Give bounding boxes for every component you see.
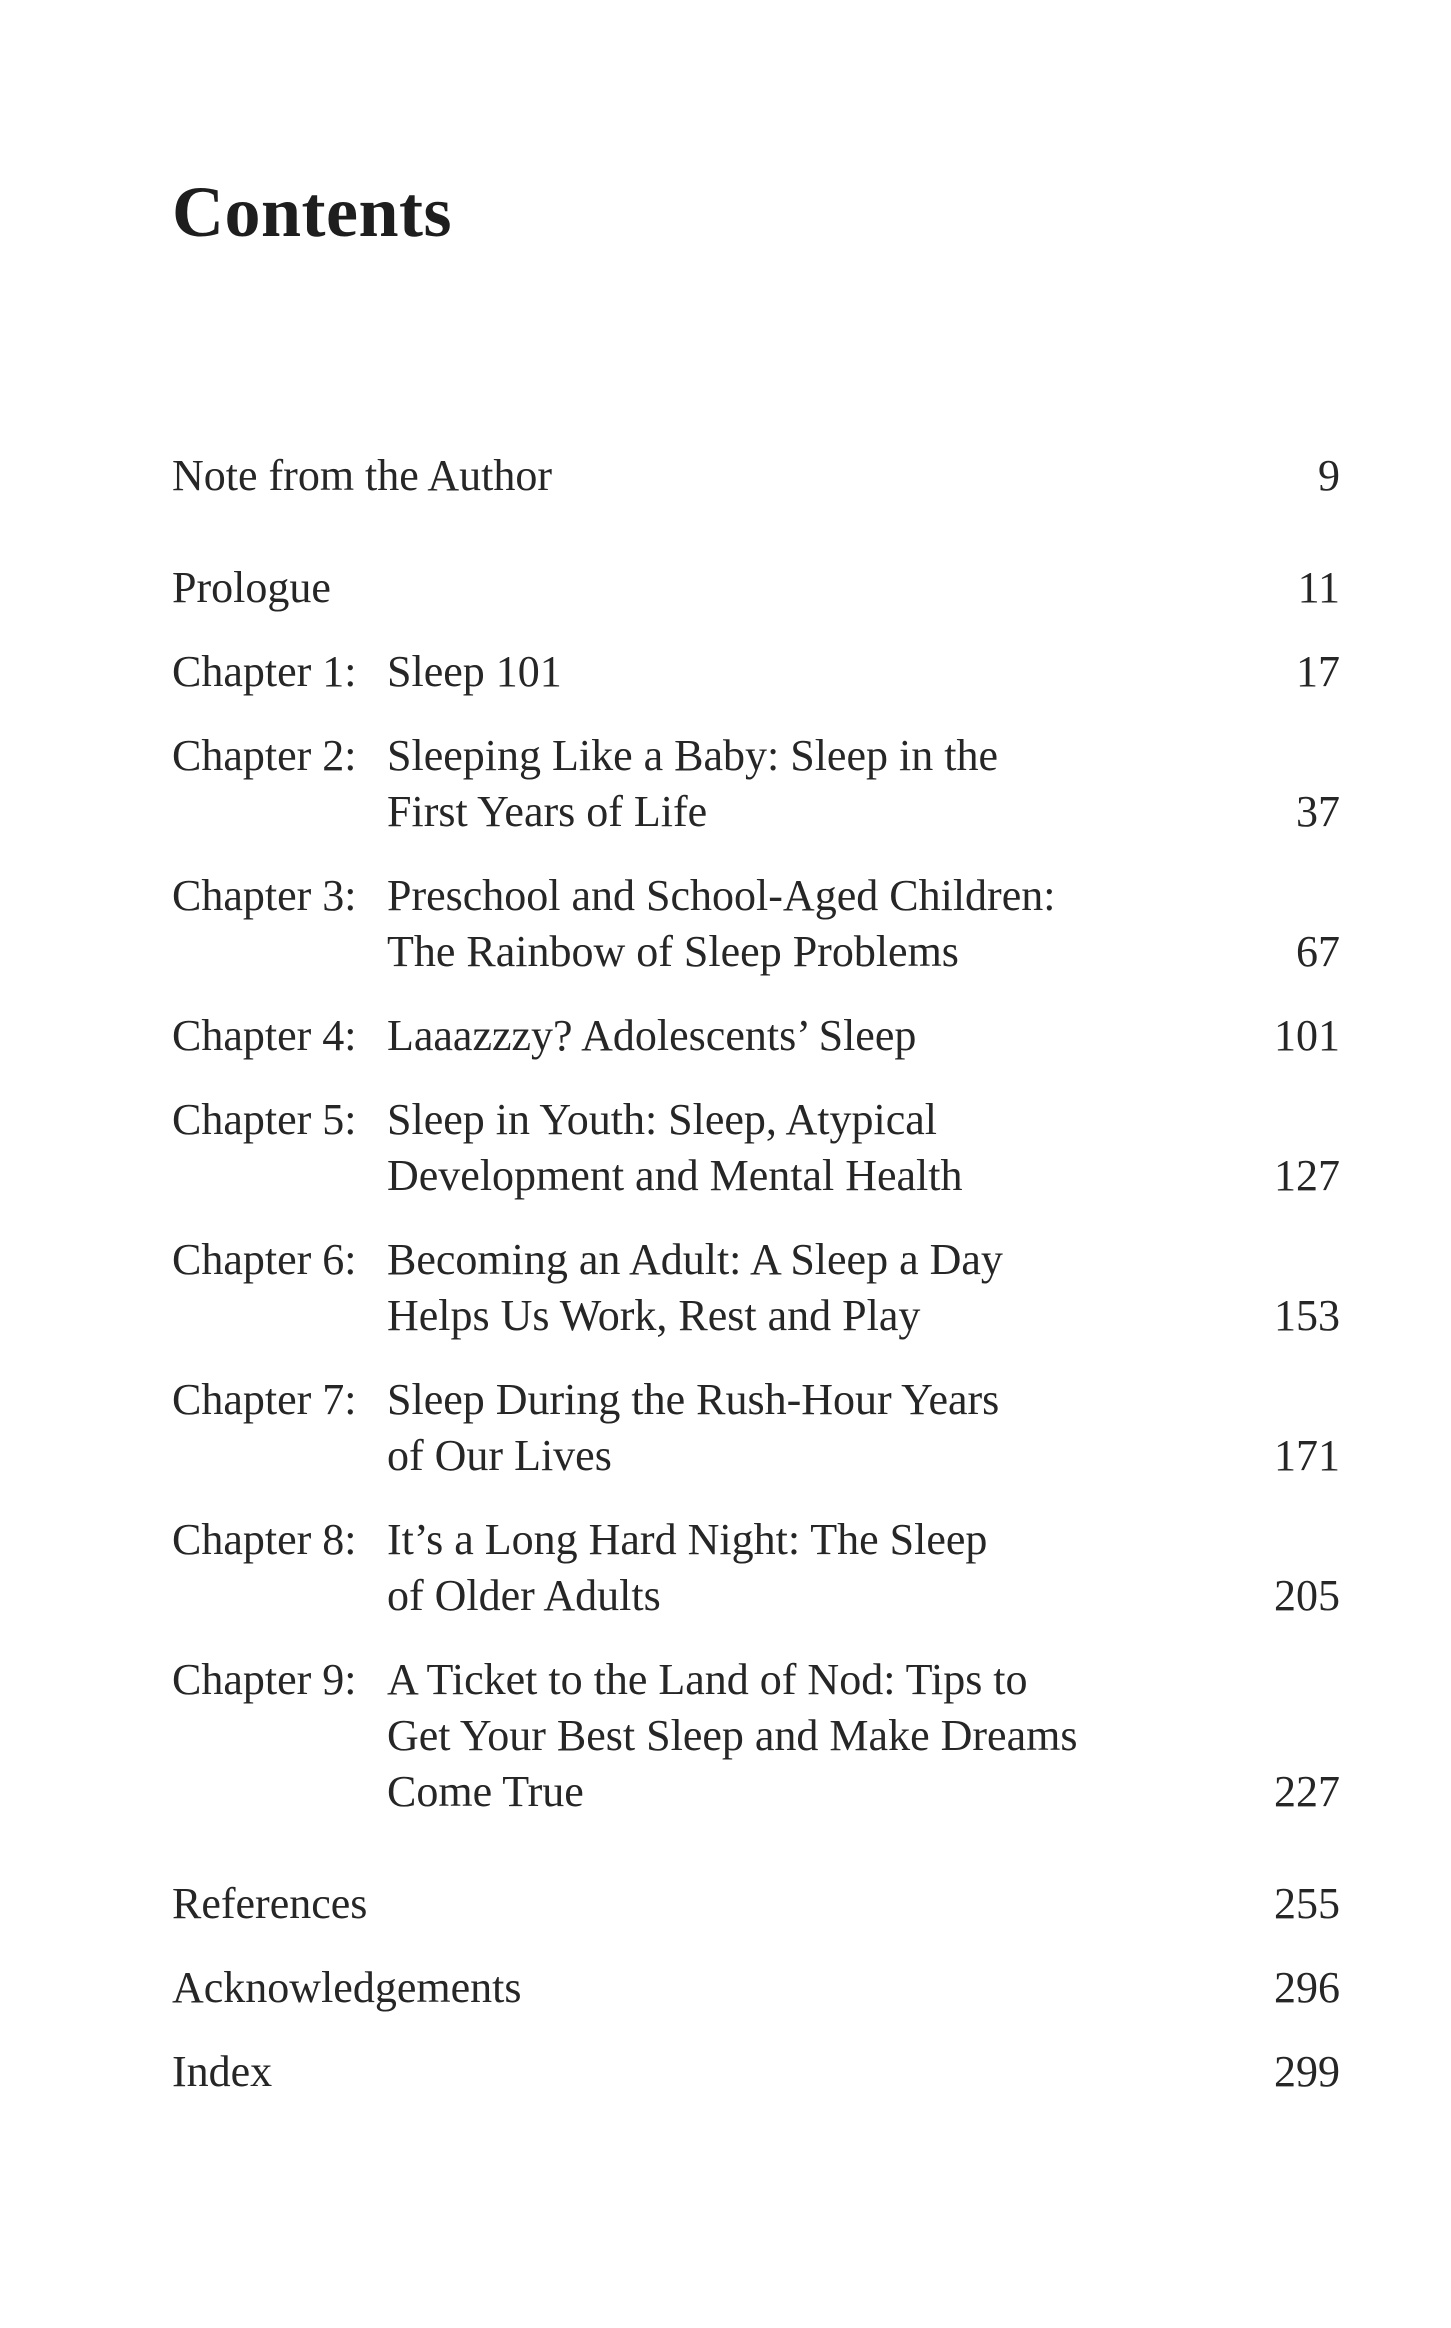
chapter-label: Chapter 9: — [172, 1655, 357, 1704]
toc-entry-title: Note from the Author — [172, 451, 553, 500]
chapter-title-line: Come True — [387, 1767, 584, 1816]
toc-entry-title: Prologue — [172, 563, 331, 612]
chapter-title-line: Sleep in Youth: Sleep, Atypical — [387, 1095, 937, 1144]
chapter-label: Chapter 8: — [172, 1515, 357, 1564]
chapter-label: Chapter 3: — [172, 871, 357, 920]
toc-entry-title: References — [172, 1879, 368, 1928]
chapter-title — [387, 728, 998, 840]
chapter-title-line: Sleep During the Rush-Hour Years — [387, 1375, 1000, 1424]
chapter-title-line: Sleep 101 — [387, 647, 562, 696]
chapter-title-line: Laaazzzy? Adolescents’ Sleep — [387, 1011, 917, 1060]
toc-entry-title: Acknowledgements — [172, 1963, 522, 2012]
chapter-title — [387, 1372, 999, 1484]
chapter-label: Chapter 6: — [172, 1235, 357, 1284]
chapter-title — [387, 1232, 1003, 1344]
chapter-title-line: It’s a Long Hard Night: The Sleep — [387, 1515, 988, 1564]
chapter-label: Chapter 7: — [172, 1375, 357, 1424]
chapter-label: Chapter 4: — [172, 1011, 357, 1060]
chapter-title-line: Development and Mental Health — [387, 1151, 963, 1200]
chapter-title-line: Sleeping Like a Baby: Sleep in the — [387, 731, 998, 780]
chapter-title-line: of Older Adults — [387, 1571, 661, 1620]
chapter-title — [387, 644, 562, 700]
toc-page-number: 205 — [1274, 1571, 1340, 1620]
toc-page-number: 17 — [1296, 647, 1340, 696]
toc-page-number: 171 — [1274, 1431, 1340, 1480]
toc-page-number: 255 — [1274, 1879, 1340, 1928]
toc-entry-title: Index — [172, 2047, 273, 2096]
page-title: Contents — [172, 172, 453, 252]
chapter-title-line: of Our Lives — [387, 1431, 612, 1480]
chapter-title-line: Get Your Best Sleep and Make Dreams — [387, 1711, 1078, 1760]
toc-page-number: 11 — [1297, 563, 1340, 612]
chapter-title — [387, 1008, 916, 1064]
toc-page-number: 37 — [1296, 787, 1340, 836]
chapter-title-line: A Ticket to the Land of Nod: Tips to — [387, 1655, 1028, 1704]
chapter-title-line: First Years of Life — [387, 787, 708, 836]
toc-page-number: 9 — [1318, 451, 1340, 500]
chapter-title — [387, 868, 1055, 980]
toc-page-number: 227 — [1274, 1767, 1340, 1816]
chapter-title-line: Preschool and School-Aged Children: — [387, 871, 1056, 920]
chapter-title-line: Becoming an Adult: A Sleep a Day — [387, 1235, 1003, 1284]
chapter-title-line: The Rainbow of Sleep Problems — [387, 927, 959, 976]
toc-page-number: 299 — [1274, 2047, 1340, 2096]
toc-page-number: 127 — [1274, 1151, 1340, 1200]
toc-page-number: 101 — [1274, 1011, 1340, 1060]
chapter-title-line: Helps Us Work, Rest and Play — [387, 1291, 921, 1340]
chapter-title — [387, 1652, 1077, 1820]
chapter-label: Chapter 2: — [172, 731, 357, 780]
chapter-title — [387, 1512, 987, 1624]
toc-page-number: 153 — [1274, 1291, 1340, 1340]
chapter-label: Chapter 5: — [172, 1095, 357, 1144]
chapter-title — [387, 1092, 962, 1204]
chapter-label: Chapter 1: — [172, 647, 357, 696]
toc-page-number: 296 — [1274, 1963, 1340, 2012]
toc-page-number: 67 — [1296, 927, 1340, 976]
